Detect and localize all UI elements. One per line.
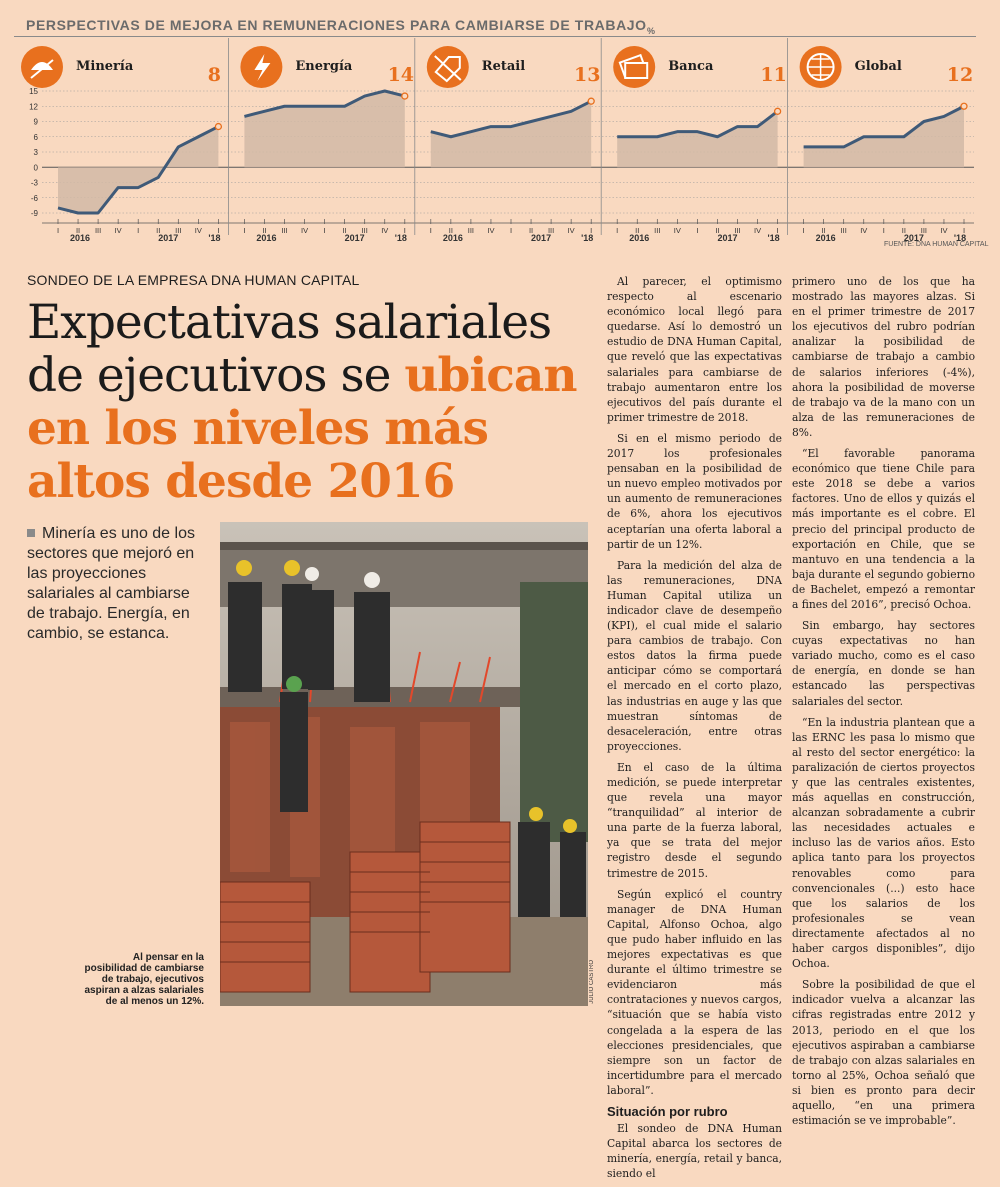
year-label: 2017 (158, 233, 179, 243)
paragraph: Según explicó el country manager de DNA Human Capital, Alfonso Ochoa, algo que pudo haber influido en las mejores expectativas es que durante el último trimestre se evidenciaron más contrataciones y nuevos cargos, “situación que se había visto congelada a la espera de las elecciones presidenciales, que siempre son un factor de incertidumbre para el mercado laboral”. (607, 887, 782, 1097)
quarter-label: I (696, 226, 699, 235)
quarter-label: III (840, 226, 847, 235)
quarter-label: III (920, 226, 928, 235)
headline-accent: ubican en los niveles más altos desde 2016 (27, 348, 577, 509)
quarter-label: II (821, 226, 826, 235)
quarter-label: III (94, 226, 102, 235)
year-label: 2016 (256, 233, 277, 243)
quarter-label: II (156, 226, 161, 235)
series-area-energía (244, 91, 404, 167)
quarter-label: IV (567, 226, 575, 235)
quarter-label: IV (114, 226, 122, 235)
paragraph: Para la medición del alza de las remuneraciones, DNA Human Capital utiliza un indicador clave de desempeño (KPI), el cual mide el salario para cambios de trabajo. Con estos datos la firma puede anticipar cómo se comportará el mercado en el corto plazo, las industrias en auge y las que muestran síntomas de desaceleración, entre otras proyecciones. (607, 558, 782, 753)
quarter-label: I (509, 226, 513, 235)
quarter-label: I (429, 226, 432, 235)
quarter-label: IV (754, 226, 762, 235)
paragraph: Al parecer, el optimismo respecto al escenario económico local llegó para quedarse. Así lo demostró un estudio de DNA Human Capital, que reveló que las expectativas salariales para cambiarse de trabajo aumentaron entre los ejecutivos del país durante el primer trimestre de 2018. (607, 275, 782, 424)
y-tick-label: 9 (33, 117, 38, 127)
quarter-label: I (616, 226, 619, 235)
construction-workers-photo (220, 522, 588, 1006)
series-name: Energía (295, 59, 353, 74)
quarter-label: III (361, 226, 368, 235)
quarter-label: IV (860, 226, 868, 235)
series-name: Minería (76, 59, 134, 74)
series-name: Banca (668, 59, 714, 74)
infographic-title: PERSPECTIVAS DE MEJORA EN REMUNERACIONES PARA CAMBIARSE DE TRABAJO (26, 17, 647, 33)
quarter-label: I (323, 226, 326, 235)
article-lede (27, 524, 207, 644)
year-label: '18 (394, 233, 407, 243)
quarter-label: I (882, 226, 885, 235)
salary-expectations-chart (0, 38, 1000, 253)
quarter-label: I (590, 226, 593, 235)
quarter-label: I (243, 226, 246, 235)
last-value-label: 12 (946, 64, 974, 86)
quarter-label: IV (194, 226, 202, 235)
quarter-label: III (281, 226, 288, 235)
y-tick-label: 6 (33, 132, 38, 142)
photo-credit: JULIO CASTRO (589, 960, 595, 1004)
paragraph: Sin embargo, hay sectores cuyas expectativas no han variado mucho, como es el caso de energía, en donde se han estancado las perspectivas salariales del sector. (792, 619, 975, 708)
quarter-label: II (262, 226, 267, 235)
quarter-label: II (448, 226, 453, 235)
year-label: 2017 (344, 233, 365, 243)
last-value-label: 11 (760, 64, 787, 86)
quarter-label: I (962, 226, 966, 235)
y-tick-label: 3 (33, 148, 38, 157)
infographic-header (14, 8, 976, 37)
quarter-label: IV (940, 226, 948, 235)
article-kicker: SONDEO DE LA EMPRESA DNA HUMAN CAPITAL (27, 272, 360, 288)
quarter-label: II (635, 226, 640, 235)
paragraph: Sobre la posibilidad de que el indicador vuelva a alcanzar las cifras registradas entre 2012 y 2013, periodo en el que los ejecutivos aspiraban a cambiarse de trabajo con alzas salariales en torno al 25%, Ochoa señaló que si bien es pronto para decir aquello, “en una primera estimación se ve improbable”. (792, 978, 975, 1128)
subheading: Situación por rubro (607, 1103, 728, 1119)
article-column-1 (607, 274, 782, 1187)
photo-illustration (220, 522, 588, 1006)
year-label: 2016 (70, 233, 91, 243)
paragraph: El sondeo de DNA Human Capital abarca los sectores de minería, energía, retail y banca, siendo el (607, 1121, 782, 1181)
y-tick-label: 12 (29, 102, 38, 112)
last-point-marker (402, 93, 408, 99)
year-label: '18 (581, 233, 594, 243)
article-column-2 (792, 274, 975, 1134)
paragraph: “El favorable panorama económico que tiene Chile para este 2018 se debe a varios factores. Uno de ellos y quizás el más importante es el cobre. El precio del principal producto de exportación en Chile, que se mantuvo en una tendencia a la baja durante el segundo gobierno de Bachelet, empezó a remontar a fines del 2016”, precisó Ochoa. (792, 447, 975, 611)
lede-text: Minería es uno de los sectores que mejoró en las proyecciones salariales al cambiarse de trabajo. Energía, en cambio, se estanca. (27, 525, 195, 642)
y-tick-label: -9 (30, 209, 38, 218)
paragraph: primero uno de los que ha mostrado las mayores alzas. Si en el primer trimestre de 2017 los ejecutivos del rubro podrían analizar la posibilidad de cambiarse de trabajo a cambio de salarios inferiores (-4%), ahora la posibilidad de moverse de trabajo va de la mano con un alza de las remuneraciones de 8%. (792, 275, 975, 439)
paragraph: Si en el mismo periodo de 2017 los profesionales pensaban en la posibilidad de un nuevo empleo motivados por un aumento de remuneraciones de 6%, ahora los ejecutivos aceptarían una oferta laboral a partir de un 12%. (607, 431, 782, 551)
quarter-label: IV (673, 226, 681, 235)
quarter-label: IV (301, 226, 309, 235)
last-point-marker (775, 108, 781, 114)
year-label: 2016 (442, 233, 463, 243)
quarter-label: IV (487, 226, 495, 235)
paragraph: En el caso de la última medición, se puede interpretar que revela una mayor “tranquilidad” al interior de una parte de la fuerza laboral, ya que se trata del mejor registro desde el segundo trimestre de 2015. (607, 760, 782, 880)
unit-label: % (647, 26, 656, 36)
year-label: 2017 (531, 233, 552, 243)
quarter-label: I (137, 226, 140, 235)
quarter-label: II (75, 226, 81, 235)
last-value-label: 14 (387, 64, 415, 86)
headline-plain: Expectativas salariales de ejecutivos se (27, 295, 552, 403)
last-point-marker (215, 124, 221, 130)
quarter-label: III (467, 226, 475, 235)
year-label: '18 (208, 233, 221, 243)
year-label: 2017 (903, 233, 924, 243)
quarter-label: I (776, 226, 779, 235)
quarter-label: II (528, 226, 534, 235)
quarter-label: III (654, 226, 661, 235)
quarter-label: I (56, 226, 60, 235)
quarter-label: II (715, 226, 720, 235)
year-label: '18 (767, 233, 780, 243)
paragraph: “En la industria plantean que a las ERNC les pasa lo mismo que al resto del sector energético: la paralización de ciertos proyectos y que las centrales existentes, más aquellas en construcción, alcanzan sobradamente a cubrir las necesidades actuales e incluso las de varios años. Esto aplica tanto para los proyectos renovables como para convencionales (...) esto hace que los salarios de los profesionales se vean directamente afectados al no haber cargos disponibles”, dijo Ochoa. (792, 715, 975, 971)
quarter-label: I (403, 226, 406, 235)
series-name: Retail (481, 59, 526, 74)
last-point-marker (961, 103, 967, 109)
year-label: 2017 (717, 233, 738, 243)
last-value-label: 8 (207, 64, 222, 86)
y-tick-label: 0 (33, 163, 38, 173)
year-label: '18 (953, 233, 967, 243)
quarter-label: II (901, 226, 906, 235)
quarter-label: III (734, 226, 741, 235)
chart-source: FUENTE: DNA HUMAN CAPITAL (884, 241, 989, 248)
quarter-label: III (547, 226, 555, 235)
series-area-banca (617, 111, 777, 167)
quarter-label: I (217, 226, 220, 235)
photo-caption: Al pensar en la posibilidad de cambiarse de trabajo, ejecutivos aspiran a alzas salariales de al menos un 12%. (84, 952, 204, 1007)
quarter-label: III (175, 226, 182, 235)
last-value-label: 13 (573, 64, 601, 86)
y-tick-label: 15 (29, 87, 38, 96)
bullet-square (27, 529, 35, 537)
y-tick-label: -3 (30, 178, 38, 188)
series-name: Global (854, 59, 902, 74)
quarter-label: IV (381, 226, 389, 235)
banknote-glyph (625, 63, 647, 78)
year-label: 2016 (629, 233, 650, 243)
y-tick-label: -6 (30, 193, 38, 203)
quarter-label: II (342, 226, 347, 235)
article-headline (27, 296, 597, 508)
year-label: 2016 (815, 233, 836, 243)
quarter-label: I (802, 226, 805, 235)
last-point-marker (588, 98, 594, 104)
